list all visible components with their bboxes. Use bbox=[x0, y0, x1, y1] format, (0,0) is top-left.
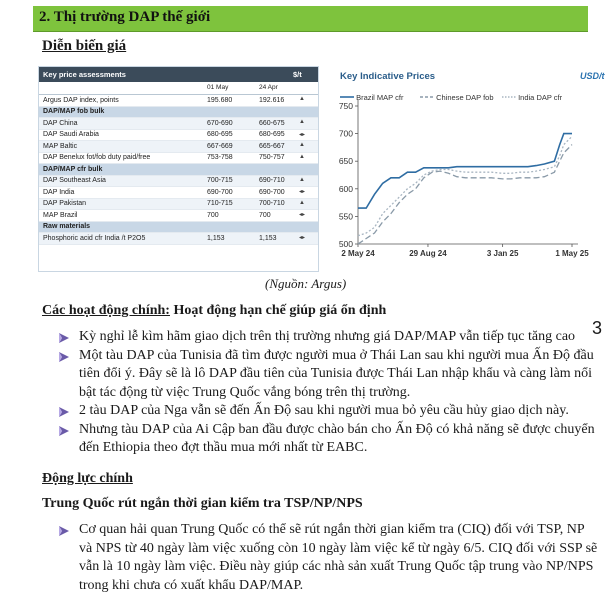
table-group-label: DAP/MAP fob bulk bbox=[43, 108, 105, 115]
driver-bullet-text: Cơ quan hải quan Trung Quốc có thể sẽ rút ngắn thời gian kiểm tra (CIQ) đối với TSP, NP và NPS từ 40 ngày làm việc xuống còn 10 ngày làm việc kể từ ngày 6/5. CIQ đối với SSP sẽ vẫn là 10 ngày làm việc. Điều này giúp các nhà sản xuất Trung Quốc tập trung vào NP/NPS trong khi chưa có xuất khẩu DAP/MAP. bbox=[79, 522, 598, 593]
table-cell-value-1: 1,153 bbox=[207, 234, 225, 242]
legend-label-china: Chinese DAP fob bbox=[436, 93, 494, 102]
table-cell-trend: ▲ bbox=[299, 176, 305, 183]
table-cell-trend: ▲ bbox=[299, 96, 305, 102]
x-tick-label: 1 May 25 bbox=[555, 249, 589, 258]
drivers-heading: Động lực chính bbox=[42, 471, 133, 486]
drivers-subheading: Trung Quốc rút ngắn thời gian kiểm tra TSP/NP/NPS bbox=[42, 496, 363, 511]
activity-bullet bbox=[58, 347, 598, 403]
table-cell-value-1: 710-715 bbox=[207, 200, 233, 207]
table-cell-value-2: 192.616 bbox=[259, 96, 285, 104]
activity-bullet bbox=[58, 402, 598, 421]
table-cell-trend: ◂▸ bbox=[299, 189, 306, 195]
table-row bbox=[39, 130, 318, 142]
activities-bullet-list bbox=[58, 328, 598, 458]
column-header-date-1: 01 May bbox=[207, 84, 229, 91]
price-table-unit: $/t bbox=[293, 70, 302, 79]
table-cell-name: DAP Benelux fot/fob duty paid/free bbox=[43, 154, 151, 161]
table-cell-trend: ◂▸ bbox=[299, 235, 306, 241]
table-group-row bbox=[39, 107, 318, 119]
series-line-chinese-dap-fob bbox=[358, 145, 572, 244]
table-cell-value-2: 660-675 bbox=[259, 119, 285, 127]
table-row bbox=[39, 210, 318, 222]
table-group-row bbox=[39, 222, 318, 234]
y-tick-label: 700 bbox=[338, 128, 353, 139]
chart-title: Key Indicative Prices bbox=[340, 71, 436, 82]
source-note: (Nguồn: Argus) bbox=[265, 276, 347, 291]
table-group-row bbox=[39, 164, 318, 176]
table-cell-value-1: 195.680 bbox=[207, 96, 233, 104]
activity-bullet bbox=[58, 328, 598, 347]
table-cell-value-2: 700-710 bbox=[259, 200, 285, 207]
table-row bbox=[39, 95, 318, 107]
table-group-label: DAP/MAP cfr bulk bbox=[43, 165, 103, 173]
legend-label-brazil: Brazil MAP cfr bbox=[356, 93, 404, 102]
table-cell-name: Phosphoric acid cfr India /t P2O5 bbox=[43, 234, 146, 242]
table-cell-value-2: 665-667 bbox=[259, 142, 285, 150]
table-row bbox=[39, 199, 318, 211]
table-cell-name: MAP Brazil bbox=[43, 211, 78, 219]
price-trend-heading: Diễn biến giá bbox=[42, 38, 127, 54]
price-table bbox=[38, 66, 319, 272]
table-cell-name: Argus DAP index, points bbox=[43, 96, 119, 104]
table-cell-name: MAP Baltic bbox=[43, 142, 78, 150]
series-line-india-dap-cfr bbox=[358, 136, 572, 235]
table-row bbox=[39, 153, 318, 165]
drivers-bullet-list bbox=[58, 521, 598, 595]
section-title: 2. Thị trường DAP thế giới bbox=[39, 9, 211, 25]
table-cell-value-2: 1,153 bbox=[259, 234, 277, 242]
activity-bullet bbox=[58, 421, 598, 458]
table-row bbox=[39, 176, 318, 188]
table-cell-value-1: 700-715 bbox=[207, 177, 233, 184]
table-cell-trend: ▲ bbox=[299, 142, 305, 148]
activities-label: Các hoạt động chính: bbox=[42, 303, 170, 318]
chart-plot bbox=[322, 66, 600, 270]
table-row bbox=[39, 187, 318, 199]
bullet-arrow-icon bbox=[58, 350, 71, 363]
driver-bullet bbox=[58, 521, 598, 595]
table-cell-value-2: 690-710 bbox=[259, 177, 285, 184]
table-row bbox=[39, 141, 318, 153]
bullet-arrow-icon bbox=[58, 524, 71, 537]
y-tick-label: 600 bbox=[338, 183, 353, 194]
y-tick-label: 750 bbox=[338, 101, 353, 111]
table-cell-name: DAP India bbox=[43, 188, 75, 196]
activity-bullet-text: 2 tàu DAP của Nga vẫn sẽ đến Ấn Độ sau khi người mua bỏ yêu cầu hủy giao dịch này. bbox=[79, 403, 569, 418]
x-tick-label: 29 Aug 24 bbox=[409, 249, 447, 258]
price-table-column-headers bbox=[39, 82, 318, 95]
table-row bbox=[39, 233, 318, 245]
table-cell-value-1: 670-690 bbox=[207, 119, 233, 127]
table-cell-trend: ▲ bbox=[299, 199, 305, 206]
table-cell-value-1: 667-669 bbox=[207, 142, 233, 150]
activity-bullet-text: Kỳ nghỉ lễ kìm hãm giao dịch trên thị trường nhưng giá DAP/MAP vẫn tiếp tục tăng cao bbox=[79, 329, 576, 344]
bullet-arrow-icon bbox=[58, 424, 71, 437]
price-table-body bbox=[39, 95, 318, 245]
table-cell-name: DAP China bbox=[43, 119, 78, 127]
table-cell-value-1: 700 bbox=[207, 211, 219, 219]
y-tick-label: 550 bbox=[338, 211, 353, 222]
activity-bullet-text: Một tàu DAP của Tunisia đã tìm được người mua ở Thái Lan sau khi người mua Ấn Độ đầu tiên đổi ý. Đây sẽ là lô DAP đầu tiên của Tunisia được Thái Lan nhập khẩu và càng làm nổi bật tác động từ việc Trung Quốc vắng bóng trên thị trường. bbox=[79, 347, 594, 400]
table-cell-trend: ▲ bbox=[299, 119, 305, 125]
legend-label-india: India DAP cfr bbox=[518, 93, 563, 102]
y-tick-label: 500 bbox=[338, 239, 353, 249]
bullet-arrow-icon bbox=[58, 405, 71, 418]
table-cell-value-1: 680-695 bbox=[207, 131, 233, 138]
bullet-arrow-icon bbox=[58, 331, 71, 344]
table-cell-trend: ◂▸ bbox=[299, 131, 306, 138]
table-group-label: Raw materials bbox=[43, 223, 91, 230]
price-table-title: Key price assessments bbox=[43, 70, 126, 79]
price-table-header bbox=[39, 67, 318, 82]
x-tick-label: 3 Jan 25 bbox=[486, 249, 519, 258]
table-row bbox=[39, 118, 318, 130]
price-chart bbox=[322, 66, 605, 270]
table-cell-value-2: 700 bbox=[259, 211, 271, 219]
table-cell-name: DAP Pakistan bbox=[43, 200, 87, 207]
table-cell-trend: ▲ bbox=[299, 153, 305, 160]
table-cell-value-2: 690-700 bbox=[259, 188, 285, 196]
column-header-date-2: 24 Apr bbox=[259, 84, 278, 91]
table-cell-trend: ◂▸ bbox=[299, 212, 306, 218]
table-cell-value-1: 690-700 bbox=[207, 188, 233, 196]
activity-bullet-text: Nhưng tàu DAP của Ai Cập ban đầu được chào bán cho Ấn Độ có khả năng sẽ được chuyển đến Ethiopia theo đợt thầu mua mới nhất từ EABC. bbox=[79, 421, 595, 455]
table-cell-value-2: 680-695 bbox=[259, 131, 285, 138]
table-cell-value-2: 750-757 bbox=[259, 154, 285, 161]
chart-unit: USD/t bbox=[580, 71, 605, 81]
section-header-bar bbox=[33, 6, 588, 32]
activities-title: Hoạt động hạn chế giúp giá ổn định bbox=[173, 303, 387, 318]
x-tick-label: 2 May 24 bbox=[341, 249, 375, 258]
table-cell-name: DAP Southeast Asia bbox=[43, 177, 106, 184]
table-cell-name: DAP Saudi Arabia bbox=[43, 131, 99, 138]
activities-heading bbox=[42, 303, 386, 319]
y-tick-label: 650 bbox=[338, 156, 353, 167]
page-edge-fragment: 3 bbox=[592, 318, 603, 338]
table-cell-value-1: 753-758 bbox=[207, 154, 233, 161]
